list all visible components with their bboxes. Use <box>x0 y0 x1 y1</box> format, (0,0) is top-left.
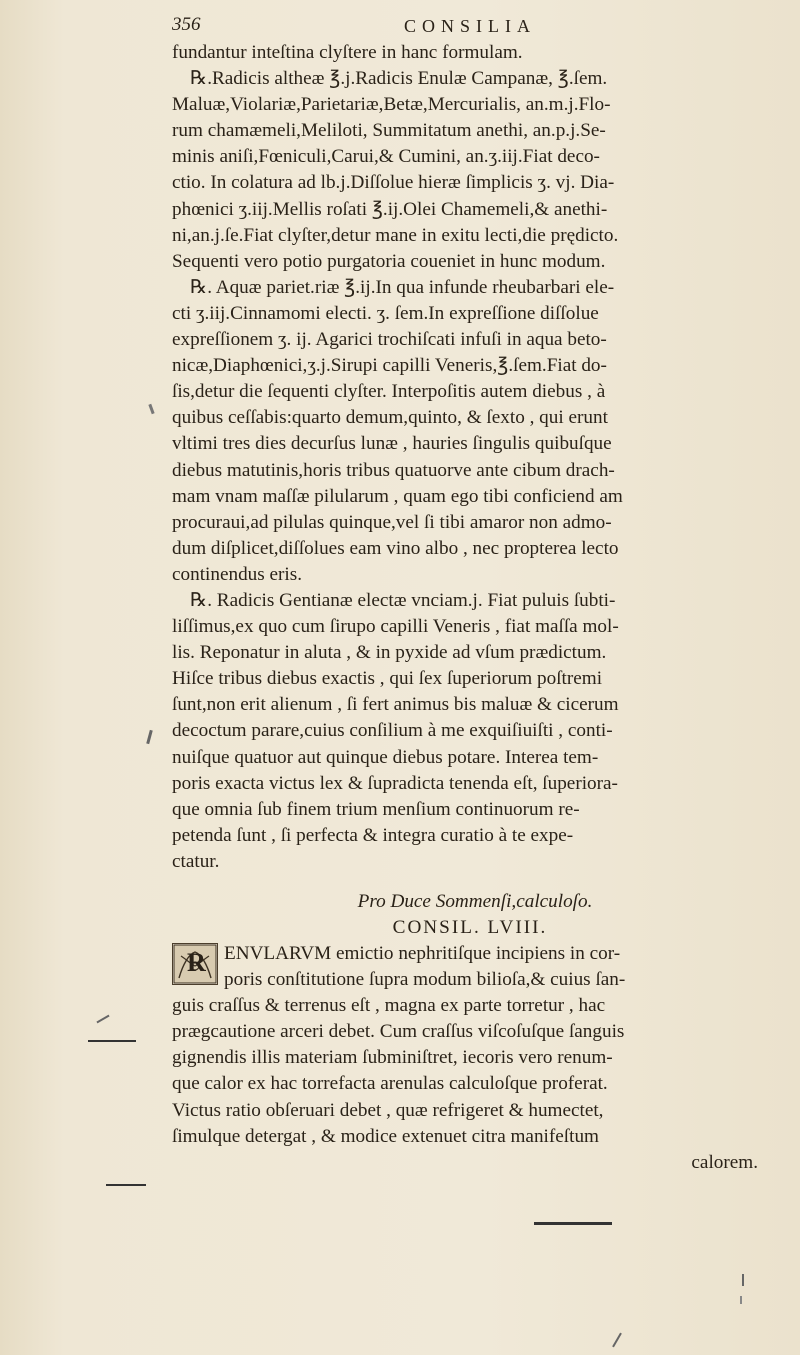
text-line: Sequenti vero potio purgatoria coueniet in hunc modum. <box>172 250 606 272</box>
text-line: poris exacta victus lex & ſupradicta tenenda eſt, ſuperiora- <box>172 772 618 794</box>
text-line: continendus eris. <box>172 563 303 585</box>
margin-mark <box>148 404 154 414</box>
body-text <box>172 40 768 1176</box>
text-line: ℞.Radicis altheæ ℥.j.Radicis Enulæ Campanæ, ℥.ſem. <box>190 68 608 90</box>
text-line: ſimulque detergat , & modice extenuet citra manifeſtum <box>172 1125 599 1147</box>
margin-mark <box>740 1296 742 1304</box>
text-line: dum diſplicet,diſſolues eam vino albo , nec propterea lecto <box>172 537 619 559</box>
text-line: lis. Reponatur in aluta , & in pyxide ad vſum prædictum. <box>172 642 607 664</box>
text-line: quibus ceſſabis:quarto demum,quinto, & ſexto , qui erunt <box>172 407 608 429</box>
margin-rule <box>88 1040 136 1042</box>
text-line: ENVLARVM emictio nephritiſque incipiens in cor- <box>224 943 621 965</box>
margin-mark <box>612 1333 622 1348</box>
text-line: ſunt,non erit alienum , ſi fert animus bis maluæ & cicerum <box>172 694 619 716</box>
text-line: Maluæ,Violariæ,Parietariæ,Betæ,Mercurialis, an.m.j.Flo- <box>172 94 611 116</box>
text-line: guis craſſus & terrenus eſt , magna ex parte torretur , hac <box>172 995 606 1017</box>
text-line: diebus matutinis,horis tribus quatuorve ante cibum drach- <box>172 459 615 481</box>
consilium-recipient: Pro Duce Sommenſi,calculoſo. <box>357 891 593 912</box>
text-line: ſis,detur die ſequenti clyſter. Interpoſitis autem diebus , à <box>172 381 606 403</box>
decorated-initial-icon <box>172 943 218 985</box>
text-line: Victus ratio obſeruari debet , quæ refrigeret & humectet, <box>172 1099 604 1121</box>
text-line: nuiſque quatuor aut quinque diebus potare. Interea tem- <box>172 746 599 768</box>
text-line: expreſſionem ʒ. ij. Agarici trochiſcati infuſi in aqua beto- <box>172 329 607 351</box>
text-line: gignendis illis materiam ſubminiſtret, iecoris vero renum- <box>172 1047 613 1069</box>
text-line: minis aniſi,Fœniculi,Carui,& Cumini, an.ʒ.iij.Fiat deco- <box>172 146 600 168</box>
text-line: phœnici ʒ.iij.Mellis roſati ℥.ij.Olei Chamemeli,& anethi- <box>172 198 608 220</box>
text-line: ctio. In colatura ad lb.j.Diſſolue hieræ ſimplicis ʒ. vj. Dia- <box>172 172 615 194</box>
text-line: decoctum parare,cuius conſilium à me exquiſiuiſti , conti- <box>172 720 613 742</box>
text-line: vltimi tres dies decurſus lunæ , hauries ſingulis quibuſque <box>172 433 612 455</box>
margin-mark <box>146 730 153 744</box>
dropcap-letter: R <box>187 948 206 978</box>
text-line: que calor ex hac torrefacta arenulas calculoſque proferat. <box>172 1073 608 1095</box>
text-line: Hiſce tribus diebus exactis , qui ſex ſuperiorum poſtremi <box>172 668 603 690</box>
spacer <box>172 875 768 889</box>
text-line: petenda ſunt , ſi perfecta & integra curatio à te expe- <box>172 824 574 846</box>
margin-mark <box>742 1274 744 1286</box>
consilium-heading: CONSIL. LVIII. <box>392 917 548 939</box>
text-line: calorem. <box>691 1151 758 1173</box>
margin-mark <box>96 1015 109 1024</box>
text-line: que omnia ſub finem trium menſium continuorum re- <box>172 798 580 820</box>
text-line: prægcautione arceri debet. Cum craſſus viſcoſuſque ſanguis <box>172 1021 625 1043</box>
text-line: liſſimus,ex quo cum ſirupo capilli Veneris , fiat maſſa mol- <box>172 616 619 638</box>
text-line: poris conſtitutione ſupra modum bilioſa,& cuius ſan- <box>224 969 626 991</box>
text-line: ni,an.j.ſe.Fiat clyſter,detur mane in exitu lecti,die prędicto. <box>172 224 619 246</box>
text-line: cti ʒ.iij.Cinnamomi electi. ʒ. ſem.In expreſſione diſſolue <box>172 302 599 324</box>
text-line: nicæ,Diaphœnici,ʒ.j.Sirupi capilli Veneris,℥.ſem.Fiat do- <box>172 355 607 377</box>
running-head: CONSILIA <box>404 16 536 36</box>
text-line: mam vnam maſſæ pilularum , quam ego tibi conficiend am <box>172 485 623 507</box>
text-line: ℞. Aquæ pariet.riæ ℥.ij.In qua infunde rheubarbari ele- <box>190 276 615 298</box>
dropcap-block <box>172 941 768 993</box>
margin-rule <box>106 1184 146 1186</box>
page-number: 356 <box>172 14 201 35</box>
text-line: ctatur. <box>172 850 220 872</box>
underline-mark <box>534 1222 612 1225</box>
text-line: fundantur inteſtina clyſtere in hanc formulam. <box>172 42 523 63</box>
text-line: procuraui,ad pilulas quinque,vel ſi tibi amaror non admo- <box>172 511 612 533</box>
text-line: ℞. Radicis Gentianæ electæ vnciam.j. Fiat puluis ſubti- <box>190 589 616 611</box>
text-line: rum chamæmeli,Meliloti, Summitatum anethi, an.p.j.Se- <box>172 120 606 142</box>
